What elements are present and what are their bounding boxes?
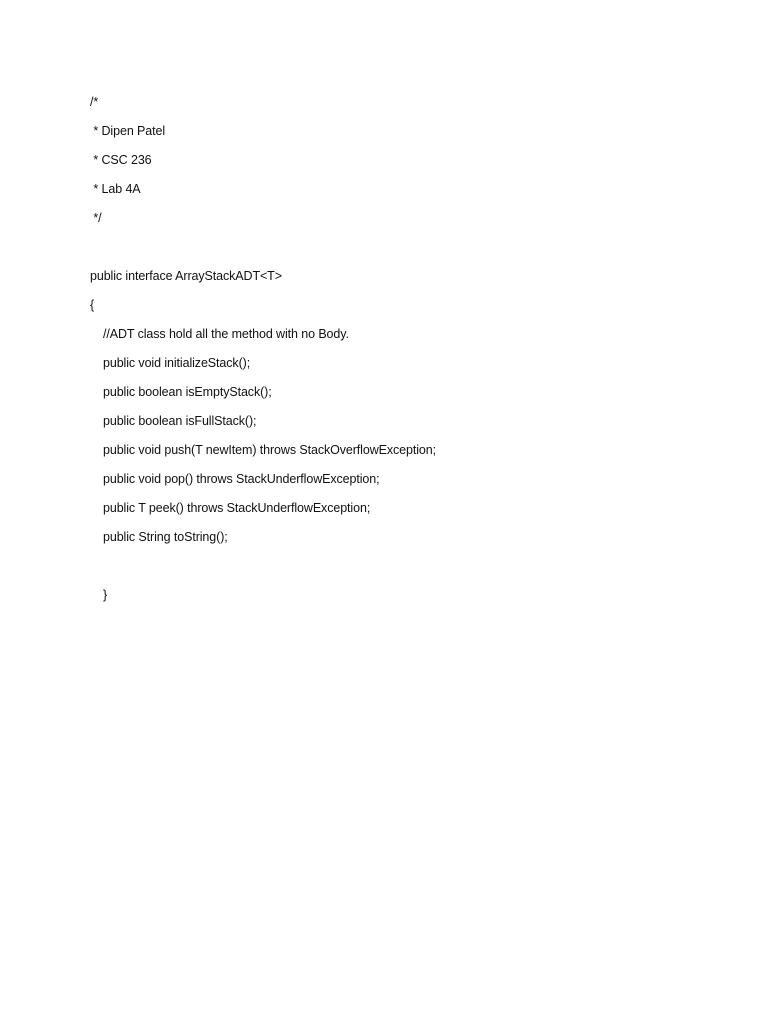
comment-author: * Dipen Patel — [90, 124, 166, 138]
comment-lab: * Lab 4A — [90, 182, 141, 196]
open-brace: { — [90, 298, 95, 312]
method-to-string: public String toString(); — [103, 530, 228, 544]
comment-course: * CSC 236 — [90, 153, 152, 167]
close-brace: } — [103, 588, 108, 602]
method-is-empty-stack: public boolean isEmptyStack(); — [103, 385, 272, 399]
class-comment: //ADT class hold all the method with no Body. — [103, 327, 349, 341]
method-peek: public T peek() throws StackUnderflowException; — [103, 501, 371, 515]
interface-declaration: public interface ArrayStackADT<T> — [90, 269, 282, 283]
comment-close: */ — [90, 211, 102, 225]
method-pop: public void pop() throws StackUnderflowException; — [103, 472, 380, 486]
method-push: public void push(T newItem) throws StackOverflowException; — [103, 443, 437, 457]
method-is-full-stack: public boolean isFullStack(); — [103, 414, 257, 428]
method-initialize-stack: public void initializeStack(); — [103, 356, 251, 370]
comment-open: /* — [90, 95, 99, 109]
